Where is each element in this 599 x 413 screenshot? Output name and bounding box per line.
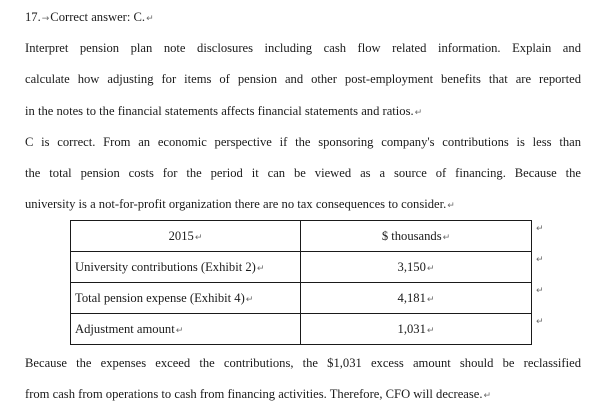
row-end-mark-icon: ↵	[536, 255, 544, 265]
question-header	[25, 9, 154, 27]
table-row-label: University contributions (Exhibit 2)↵	[71, 252, 301, 283]
table-row-label: Total pension expense (Exhibit 4)↵	[71, 283, 301, 314]
table-header-cell: $ thousands↵	[301, 221, 532, 252]
explanation-line-2: the total pension costs for the period it can be viewed as a source of financing. Because the	[25, 166, 581, 180]
objective-line-2: calculate how adjusting for items of pension and other post-employment benefits that are reported	[25, 72, 581, 86]
paragraph-mark-icon: ↵	[447, 201, 455, 211]
explanation-line-1: C is correct. From an economic perspective if the sponsoring company's contributions is less than	[25, 135, 581, 149]
objective-line-1: Interpret pension plan note disclosures including cash flow related information. Explain and	[25, 41, 581, 55]
row-end-mark-icon: ↵	[536, 317, 544, 327]
table-row	[71, 283, 532, 314]
explanation-line-3: university is a not-for-profit organization there are no tax consequences to consider.	[25, 197, 447, 211]
conclusion-line-1: Because the expenses exceed the contributions, the $1,031 excess amount should be reclassified	[25, 356, 581, 370]
objective-line-3: in the notes to the financial statements affects financial statements and ratios.	[25, 104, 414, 118]
adjustment-table	[70, 220, 532, 345]
conclusion-line-2: from cash from operations to cash from financing activities. Therefore, CFO will decrease.	[25, 387, 483, 401]
table-row-label: Adjustment amount↵	[71, 314, 301, 345]
table-header-cell: 2015↵	[71, 221, 301, 252]
tab-mark-icon: →	[41, 14, 50, 24]
conclusion-line-2-wrap	[25, 386, 491, 404]
table-row-value: 4,181↵	[301, 283, 532, 314]
table-row-value: 1,031↵	[301, 314, 532, 345]
paragraph-mark-icon: ↵	[483, 391, 492, 401]
table-header-row	[71, 221, 532, 252]
table-row	[71, 314, 532, 345]
correct-answer-label: Correct answer: C.	[50, 10, 146, 24]
table-row	[71, 252, 532, 283]
table-row-value: 3,150↵	[301, 252, 532, 283]
objective-line-3-wrap	[25, 103, 422, 121]
row-end-mark-icon: ↵	[536, 286, 544, 296]
paragraph-mark-icon: ↵	[414, 108, 423, 118]
row-end-mark-icon: ↵	[536, 224, 544, 234]
explanation-line-3-wrap	[25, 196, 455, 214]
paragraph-mark-icon: ↵	[146, 14, 154, 24]
question-number: 17.	[25, 10, 41, 24]
